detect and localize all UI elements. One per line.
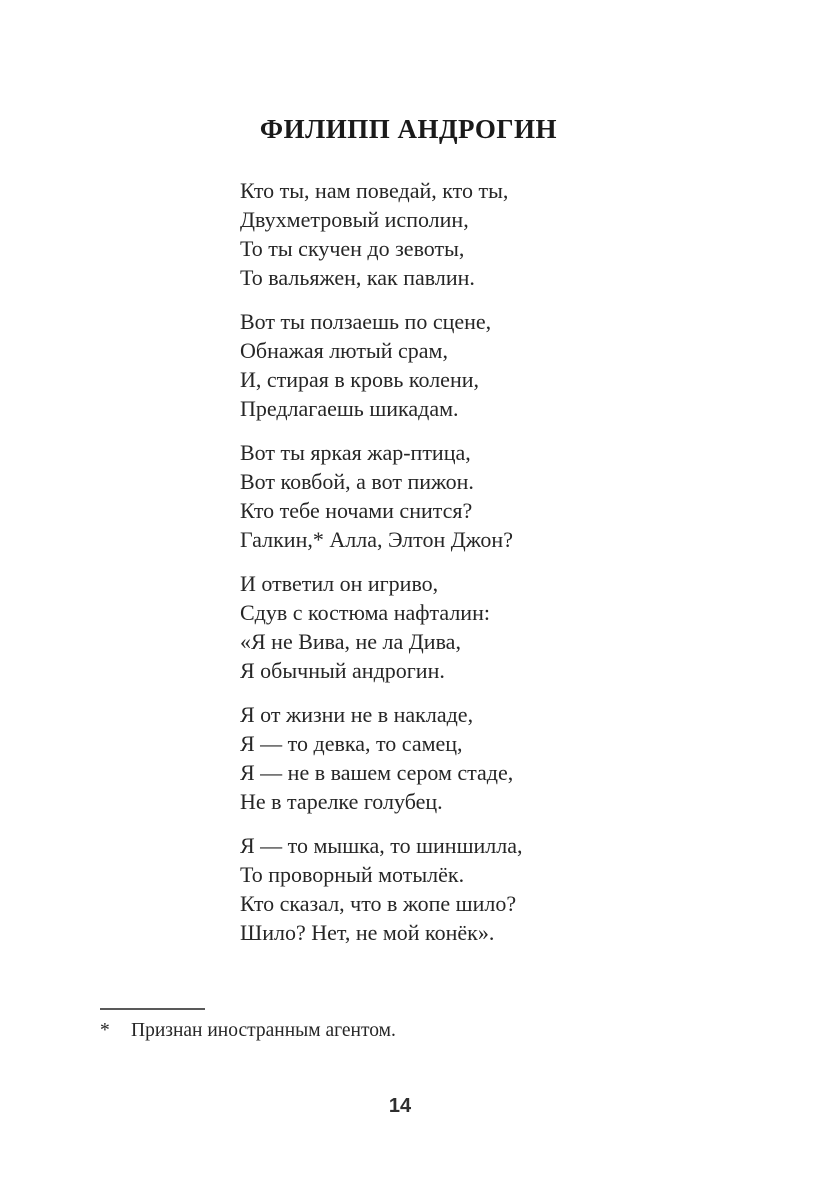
stanza-6 — [240, 831, 817, 947]
footnote-marker: * — [100, 1020, 110, 1042]
poem-line: Кто ты, нам поведай, кто ты, — [240, 178, 509, 204]
poem-line: И ответил он игриво, — [240, 571, 439, 597]
poem-line: Кто сказал, что в жопе шило? — [240, 891, 517, 917]
stanza-1 — [240, 176, 817, 292]
poem-line: Предлагаешь шикадам. — [240, 396, 459, 422]
stanza-4 — [240, 569, 817, 685]
poem-line: Я — то девка, то самец, — [240, 731, 463, 757]
stanza-2 — [240, 307, 817, 423]
poem-line: Галкин,* Алла, Элтон Джон? — [240, 527, 513, 553]
poem-body — [240, 176, 817, 947]
poem-line: Вот ты яркая жар-птица, — [240, 440, 471, 466]
poem-line: Не в тарелке голубец. — [240, 789, 443, 815]
poem-line: Кто тебе ночами снится? — [240, 498, 473, 524]
footnote — [100, 1019, 817, 1043]
poem-line: «Я не Вива, не ла Дива, — [240, 629, 461, 655]
footnote-separator — [100, 1008, 205, 1010]
poem-line: Сдув с костюма нафталин: — [240, 600, 490, 626]
poem-line: То вальяжен, как павлин. — [240, 265, 475, 291]
poem-line: Вот ковбой, а вот пижон. — [240, 469, 474, 495]
poem-line: Двухметровый исполин, — [240, 207, 469, 233]
stanza-3 — [240, 438, 817, 554]
stanza-5 — [240, 700, 817, 816]
poem-line: Я — то мышка, то шиншилла, — [240, 833, 523, 859]
poem-line: И, стирая в кровь колени, — [240, 367, 479, 393]
poem-line: Я от жизни не в накладе, — [240, 702, 474, 728]
poem-title: ФИЛИПП АНДРОГИН — [259, 114, 558, 144]
poem-line: Я — не в вашем сером стаде, — [240, 760, 514, 786]
poem-line: То проворный мотылёк. — [240, 862, 465, 888]
poem-line: Я обычный андрогин. — [240, 658, 445, 684]
poem-line: Шило? Нет, не мой конёк». — [240, 920, 495, 946]
poem-line: Обнажая лютый срам, — [240, 338, 448, 364]
poem-line: То ты скучен до зевоты, — [240, 236, 465, 262]
poem-line: Вот ты ползаешь по сцене, — [240, 309, 492, 335]
page-number: 14 — [388, 1095, 412, 1117]
footnote-text: Признан иностранным агентом. — [131, 1020, 396, 1042]
